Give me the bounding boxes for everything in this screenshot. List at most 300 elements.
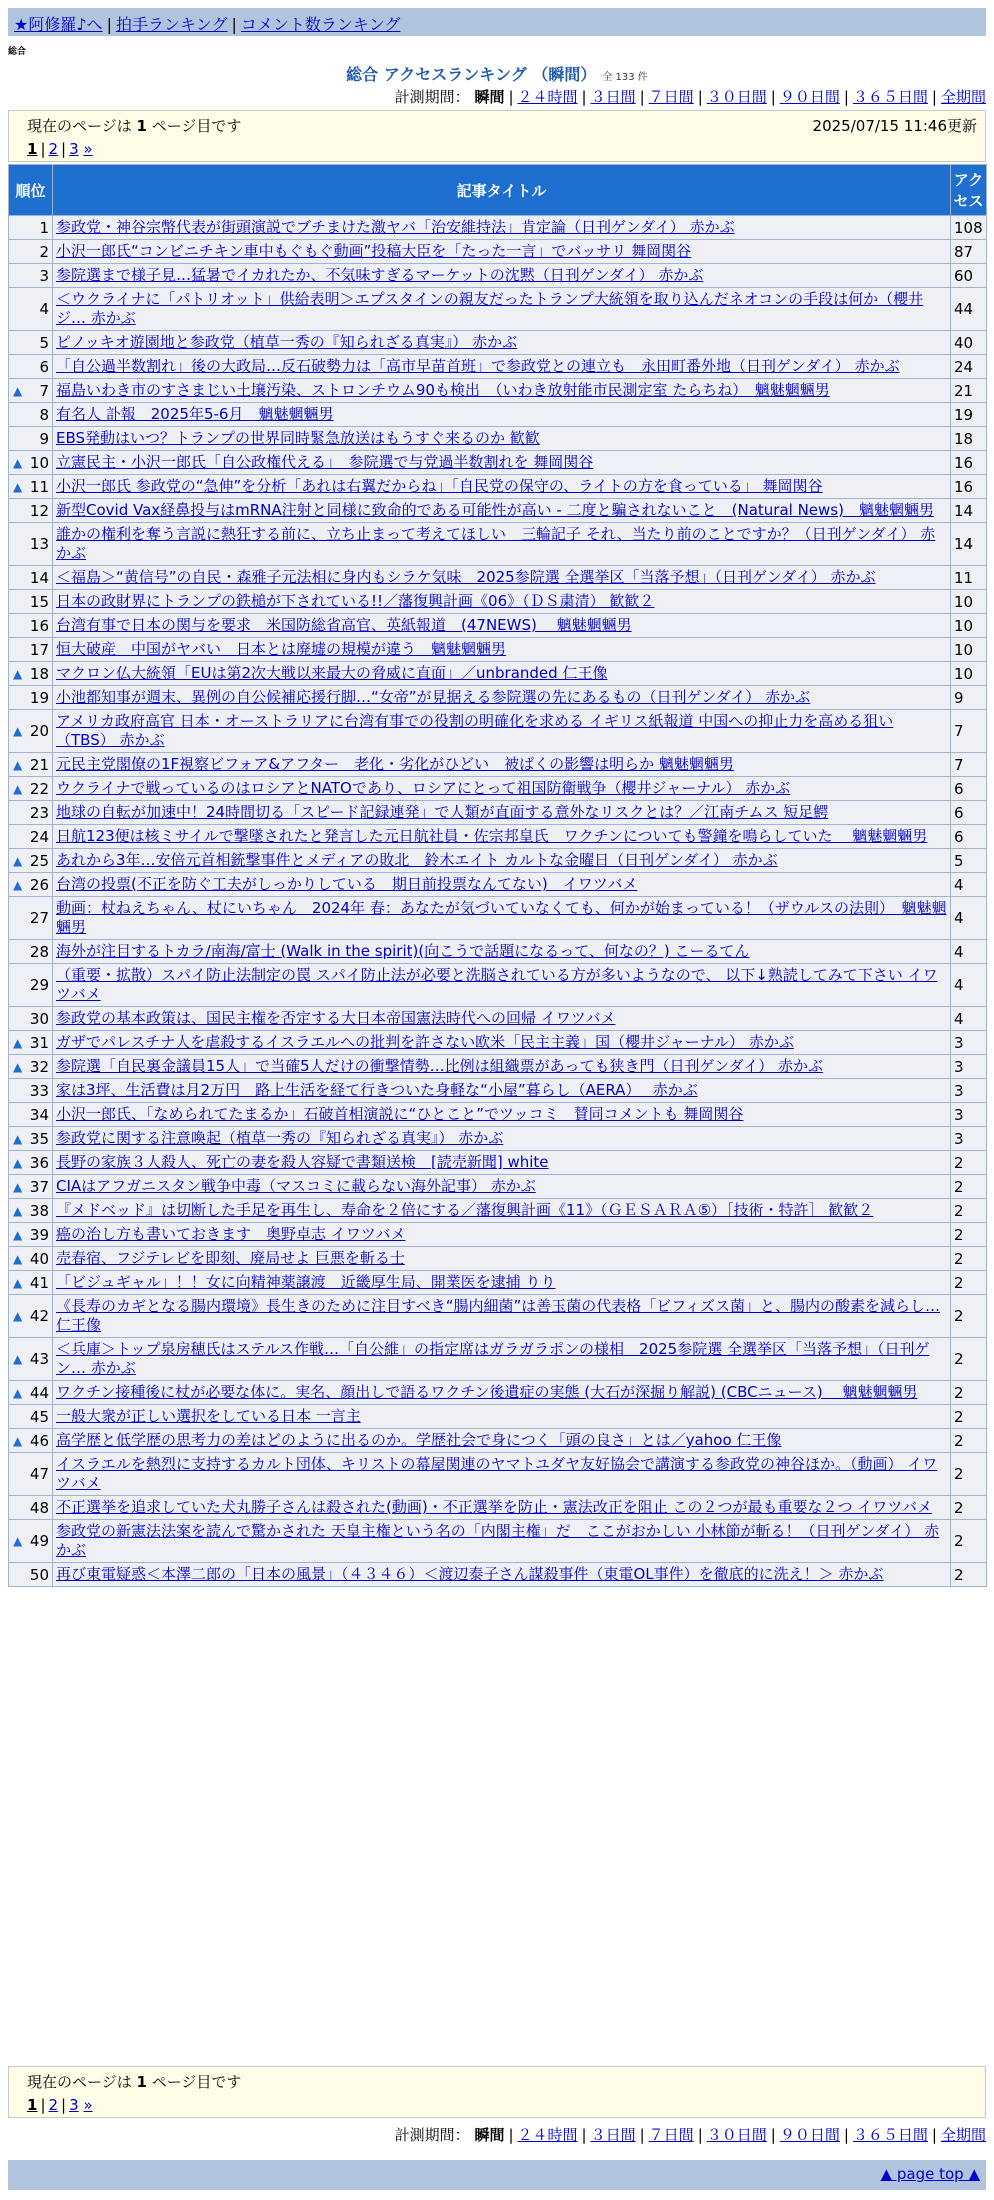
access-count: 11	[951, 566, 987, 590]
pagination-bottom: 1 | 2 | 3 »	[27, 2096, 93, 2114]
title-cell	[53, 1127, 951, 1151]
rank-cell	[9, 499, 53, 523]
title-cell	[53, 753, 951, 777]
rank-number: 11	[29, 477, 49, 496]
rank-up-arrow-icon: ▲	[13, 781, 23, 796]
table-row	[9, 1520, 987, 1563]
table-row	[9, 753, 987, 777]
table-row	[9, 940, 987, 964]
article-link[interactable]: ウクライナで戦っているのはロシアとNATOであり、ロシアにとって祖国防衛戦争（櫻井ジャーナル） 赤かぶ	[56, 779, 791, 797]
article-link[interactable]: 台湾の投票(不正を防ぐ工夫がしっかりしている 期日前投票なんてない) イワツバメ	[56, 875, 638, 893]
rank-up-arrow-icon: ▲	[13, 666, 23, 681]
article-link[interactable]: 日航123便は核ミサイルで撃墜されたと発言した元日航社員・佐宗邦皇氏 ワクチンについても警鐘を鳴らしていた 魑魅魍魎男	[56, 827, 928, 845]
article-link[interactable]: 立憲民主・小沢一郎氏「自公政権代える」 参院選で与党過半数割れを 舞岡関谷	[56, 453, 594, 471]
title-cell	[53, 1520, 951, 1563]
article-link[interactable]: ＜兵庫＞トップ泉房穂氏はステルス作戦…「自公維」の指定席はガラガラポンの様相 2025参院選 全選挙区「当落予想」（日刊ゲン… 赤かぶ	[56, 1340, 930, 1377]
period-current: 瞬間	[474, 88, 505, 106]
table-row	[9, 1429, 987, 1453]
period-link-all[interactable]: 全期間	[940, 2126, 986, 2144]
rank-cell	[9, 403, 53, 427]
access-count: 10	[951, 662, 987, 686]
article-link[interactable]: 家は3坪、生活費は月2万円 路上生活を経て行きついた身軽な“小屋”暮らし（AERA） 赤かぶ	[56, 1081, 698, 1099]
article-link[interactable]: ガザでパレスチナ人を虐殺するイスラエルへの批判を許さない欧米「民主主義」国（櫻井ジャーナル） 赤かぶ	[56, 1033, 794, 1051]
rank-cell	[9, 1055, 53, 1079]
article-link[interactable]: 長野の家族３人殺人、死亡の妻を殺人容疑で書類送検 [読売新聞] white	[56, 1153, 549, 1171]
table-row	[9, 590, 987, 614]
rank-number: 21	[29, 755, 49, 774]
article-link[interactable]: 誰かの権利を奪う言説に熱狂する前に、立ち止まって考えてほしい 三輪記子 それ、当たり前のことですか？（日刊ゲンダイ） 赤かぶ	[56, 525, 936, 562]
article-link[interactable]: ワクチン接種後に杖が必要な体に。実名、顔出しで語るワクチン後遺症の実態 (大石が深掘り解説) (CBCニュース) 魑魅魍魎男	[56, 1383, 918, 1401]
table-header	[9, 165, 987, 216]
title-cell	[53, 614, 951, 638]
rank-number: 4	[39, 300, 49, 318]
rank-number: 43	[29, 1350, 49, 1368]
article-link[interactable]: （重要・拡散）スパイ防止法制定の罠 スパイ防止法が必要と洗脳されている方が多いようなので、 以下↓熟読してみて下さい イワツバメ	[56, 966, 938, 1003]
rank-up-arrow-icon: ▲	[13, 1534, 23, 1548]
period-link-24h[interactable]: ２４時間	[517, 2126, 578, 2144]
article-link[interactable]: 高学歴と低学歴の思考力の差はどのように出るのか。学歴社会で身につく「頭の良さ」とは／yahoo 仁王像	[56, 1431, 782, 1449]
table-row	[9, 1031, 987, 1055]
table-row	[9, 427, 987, 451]
rank-number: 32	[29, 1057, 49, 1076]
article-link[interactable]: 元民主党閣僚の1F視察ビフォア&アフター 老化・劣化がひどい 被ばくの影響は明らか 魑魅魍魎男	[56, 755, 734, 773]
article-link[interactable]: 売春宿、フジテレビを即刻、廃局せよ 巨悪を斬る士	[56, 1249, 405, 1267]
article-link[interactable]: 不正選挙を追求していた犬丸勝子さんは殺された(動画)・不正選挙を防止・憲法改正を阻止 この２つが最も重要な２つ イワツバメ	[56, 1498, 932, 1516]
table-row	[9, 1338, 987, 1381]
header-rank: 順位	[9, 165, 53, 216]
access-count: 108	[951, 216, 987, 240]
rank-number: 10	[29, 453, 49, 472]
table-row	[9, 566, 987, 590]
article-link[interactable]: 参政党・神谷宗幣代表が街頭演説でブチまけた激ヤバ「治安維持法」肯定論（日刊ゲンダイ） 赤かぶ	[56, 218, 735, 236]
table-row	[9, 873, 987, 897]
title-cell	[53, 590, 951, 614]
rank-cell	[9, 451, 53, 475]
rank-cell	[9, 1223, 53, 1247]
page-link-3[interactable]: 3	[69, 2096, 79, 2114]
access-count: 7	[951, 753, 987, 777]
rank-number: 46	[29, 1431, 49, 1450]
article-link[interactable]: ピノッキオ遊園地と参政党（植草一秀の『知られざる真実』） 赤かぶ	[56, 333, 518, 351]
rank-cell	[9, 801, 53, 825]
access-count: 4	[951, 1007, 987, 1031]
table-row	[9, 523, 987, 566]
access-count: 16	[951, 475, 987, 499]
rank-number: 2	[39, 242, 49, 261]
title-cell	[53, 1247, 951, 1271]
section-label: 総合	[8, 47, 27, 57]
access-count: 4	[951, 940, 987, 964]
article-link[interactable]: あれから3年…安倍元首相銃撃事件とメディアの敗北 鈴木エイト カルトな金曜日（日刊ゲンダイ） 赤かぶ	[56, 851, 778, 869]
period-selector-bottom: 計測期間： 瞬間 | ２４時間 | ３日間 | ７日間 | ３０日間 | ９０日間 | ３６５日間 | 全期間	[394, 2126, 986, 2144]
rank-cell	[9, 216, 53, 240]
nav-separator: |	[231, 15, 237, 34]
title-cell	[53, 777, 951, 801]
table-row	[9, 1223, 987, 1247]
article-link[interactable]: 新型Covid Vax経鼻投与はmRNA注射と同様に致命的である可能性が高い - 二度と騙されないこと (Natural News) 魑魅魍魎男	[56, 501, 934, 519]
access-count: 2	[951, 1295, 987, 1338]
title-cell	[53, 451, 951, 475]
rank-number: 36	[29, 1153, 49, 1172]
period-link-24h[interactable]: ２４時間	[517, 88, 578, 106]
table-row	[9, 1151, 987, 1175]
access-count: 14	[951, 499, 987, 523]
page-info-top	[8, 110, 986, 162]
article-link[interactable]: 福島いわき市のすさまじい土壌汚染、ストロンチウム90も検出 （いわき放射能市民測定室 たらちね） 魑魅魍魎男	[56, 381, 830, 399]
title-cell	[53, 873, 951, 897]
title-cell	[53, 1381, 951, 1405]
total-count: 全 133 件	[602, 72, 648, 83]
rank-up-arrow-icon: ▲	[13, 383, 23, 398]
rank-up-arrow-icon: ▲	[13, 1433, 23, 1448]
rank-number: 49	[29, 1532, 49, 1550]
rank-number: 13	[29, 535, 49, 553]
access-count: 6	[951, 777, 987, 801]
current-page-text-bottom: 現在のページは 1 ページ目です	[27, 2073, 242, 2091]
rank-number: 37	[29, 1177, 49, 1196]
title-cell	[53, 499, 951, 523]
title-cell	[53, 1453, 951, 1496]
period-link-3d[interactable]: ３日間	[590, 88, 636, 106]
table-row	[9, 379, 987, 403]
rank-number: 17	[29, 640, 49, 659]
table-row	[9, 638, 987, 662]
table-row	[9, 801, 987, 825]
rank-number: 20	[29, 722, 49, 740]
title-cell	[53, 638, 951, 662]
title-cell	[53, 427, 951, 451]
table-row	[9, 240, 987, 264]
article-link[interactable]: 動画：杖ねえちゃん、杖にいちゃん 2024年 春：あなたが気づいていなくても、何かが始まっている！（ザウルスの法則） 魑魅魍魎男	[56, 899, 947, 936]
table-row	[9, 216, 987, 240]
page-next-link[interactable]: »	[83, 140, 93, 158]
rank-number: 28	[29, 942, 49, 961]
access-count: 21	[951, 379, 987, 403]
rank-number: 9	[39, 429, 49, 448]
rank-number: 23	[29, 803, 49, 822]
access-count: 5	[951, 849, 987, 873]
period-label: 計測期間：	[394, 2126, 470, 2144]
rank-up-arrow-icon: ▲	[13, 1227, 23, 1242]
access-count: 44	[951, 288, 987, 331]
period-link-3d[interactable]: ３日間	[590, 2126, 636, 2144]
access-count: 16	[951, 451, 987, 475]
table-row	[9, 777, 987, 801]
article-link[interactable]: 参政党に関する注意喚起（植草一秀の『知られざる真実』） 赤かぶ	[56, 1129, 504, 1147]
access-count: 9	[951, 686, 987, 710]
rank-number: 31	[29, 1033, 49, 1052]
rank-cell	[9, 873, 53, 897]
rank-cell	[9, 379, 53, 403]
period-link-365d[interactable]: ３６５日間	[852, 2126, 928, 2144]
rank-cell	[9, 1405, 53, 1429]
access-count: 3	[951, 1079, 987, 1103]
title-cell	[53, 1429, 951, 1453]
rank-number: 7	[39, 381, 49, 400]
page-next-link[interactable]: »	[83, 2096, 93, 2114]
article-link[interactable]: 台湾有事で日本の関与を要求 米国防総省高官、英紙報道 (47NEWS) 魑魅魍魎男	[56, 616, 632, 634]
rank-up-arrow-icon: ▲	[13, 877, 23, 892]
access-count: 10	[951, 614, 987, 638]
table-row	[9, 499, 987, 523]
rank-number: 1	[39, 218, 49, 237]
rank-up-arrow-icon: ▲	[13, 1275, 23, 1290]
updated-timestamp: 2025/07/15 11:46更新	[812, 117, 977, 135]
article-link[interactable]: 参院選まで様子見…猛暑でイカれたか、不気味すぎるマーケットの沈黙（日刊ゲンダイ） 赤かぶ	[56, 266, 704, 284]
article-link[interactable]: ＜ウクライナに「パトリオット」供給表明＞エプスタインの親友だったトランプ大統領を取り込んだネオコンの手段は何か（櫻井ジ… 赤かぶ	[56, 290, 924, 327]
nav-link-ashura[interactable]: ★阿修羅♪へ	[14, 15, 103, 34]
article-link[interactable]: 小沢一郎氏“コンビニチキン車中もぐもぐ動画”投稿大臣を「たった一言」でバッサリ 舞岡関谷	[56, 242, 692, 260]
rank-cell	[9, 614, 53, 638]
title-cell	[53, 1271, 951, 1295]
article-link[interactable]: 小池都知事が週末、異例の自公候補応援行脚…“女帝”が見据える参院選の先にあるもの（日刊ゲンダイ） 赤かぶ	[56, 688, 811, 706]
period-label: 計測期間：	[394, 88, 470, 106]
article-link[interactable]: 参院選「自民裏金議員15人」で当確5人だけの衝撃情勢…比例は組織票があっても狭き門（日刊ゲンダイ） 赤かぶ	[56, 1057, 824, 1075]
page-title	[0, 62, 994, 85]
table-row	[9, 1007, 987, 1031]
title-cell	[53, 1199, 951, 1223]
rank-cell	[9, 777, 53, 801]
article-link[interactable]: 癌の治し方も書いておきます 奥野卓志 イワツバメ	[56, 1225, 406, 1243]
rank-up-arrow-icon: ▲	[13, 853, 23, 868]
rank-number: 47	[29, 1465, 49, 1483]
title-cell	[53, 1007, 951, 1031]
access-count: 2	[951, 1429, 987, 1453]
rank-number: 6	[39, 357, 49, 376]
rank-cell	[9, 662, 53, 686]
title-cell	[53, 897, 951, 940]
rank-number: 41	[29, 1273, 49, 1292]
article-link[interactable]: アメリカ政府高官 日本・オーストラリアに台湾有事での役割の明確化を求める イギリス紙報道 中国への抑止力を高める狙い（TBS） 赤かぶ	[56, 712, 894, 749]
access-count: 19	[951, 403, 987, 427]
rank-number: 30	[29, 1009, 49, 1028]
article-link[interactable]: 海外が注目するトカラ/南海/富士 (Walk in the spirit)(向こうで話題になるって、何なの？) こーるてん	[56, 942, 750, 960]
rank-number: 5	[39, 333, 49, 352]
rank-cell	[9, 1271, 53, 1295]
title-cell	[53, 288, 951, 331]
page-info-bottom	[8, 2066, 986, 2118]
article-link[interactable]: 参政党の新憲法法案を読んで驚かされた 天皇主権という名の「内閣主権」だ ここがおかしい 小林節が斬る！（日刊ゲンダイ） 赤かぶ	[56, 1522, 940, 1559]
table-row	[9, 1563, 987, 1587]
table-row	[9, 355, 987, 379]
title-cell	[53, 403, 951, 427]
top-nav	[8, 8, 986, 36]
rank-number: 29	[29, 976, 49, 994]
article-link[interactable]: イスラエルを熱烈に支持するカルト団体、キリストの幕屋関連のヤマトユダヤ友好協会で講演する参政党の神谷ほか。（動画） イワツバメ	[56, 1455, 938, 1492]
access-count: 2	[951, 1175, 987, 1199]
title-cell	[53, 1563, 951, 1587]
rank-number: 27	[29, 909, 49, 927]
period-link-30d[interactable]: ３０日間	[706, 2126, 767, 2144]
article-link[interactable]: マクロン仏大統領「EUは第2次大戦以来最大の脅威に直面」／unbranded 仁王像	[56, 664, 608, 682]
rank-cell	[9, 523, 53, 566]
rank-cell	[9, 475, 53, 499]
title-cell	[53, 940, 951, 964]
rank-cell	[9, 1496, 53, 1520]
nav-separator: |	[106, 15, 112, 34]
access-count: 2	[951, 1199, 987, 1223]
rank-number: 33	[29, 1081, 49, 1100]
footer-bar	[8, 2160, 986, 2190]
rank-cell	[9, 264, 53, 288]
rank-cell	[9, 1103, 53, 1127]
access-count: 2	[951, 1223, 987, 1247]
rank-up-arrow-icon: ▲	[13, 1131, 23, 1146]
access-count: 2	[951, 1520, 987, 1563]
rank-cell	[9, 566, 53, 590]
rank-number: 3	[39, 266, 49, 285]
rank-up-arrow-icon: ▲	[13, 1309, 23, 1323]
page-link-2[interactable]: 2	[48, 140, 59, 158]
rank-number: 44	[29, 1383, 49, 1402]
rank-cell	[9, 240, 53, 264]
access-count: 2	[951, 1496, 987, 1520]
table-row	[9, 964, 987, 1007]
nav-link-comment-ranking[interactable]: コメント数ランキング	[240, 15, 401, 34]
access-count: 2	[951, 1405, 987, 1429]
ranking-table	[8, 164, 987, 1587]
rank-cell	[9, 638, 53, 662]
title-cell	[53, 801, 951, 825]
rank-number: 25	[29, 851, 49, 870]
article-link[interactable]: 『メドベッド』は切断した手足を再生し、寿命を２倍にする／藩復興計画《11》（ＧＥＳＡＲＡ⑤）［技術・特許］ 歓歓２	[56, 1201, 874, 1219]
article-link[interactable]: 一般大衆が正しい選択をしている日本 一言主	[56, 1407, 361, 1425]
page-current: 1	[27, 140, 38, 158]
rank-up-arrow-icon: ▲	[13, 1179, 23, 1194]
table-row	[9, 1496, 987, 1520]
title-cell	[53, 240, 951, 264]
access-count: 3	[951, 1031, 987, 1055]
title-cell	[53, 710, 951, 753]
rank-cell	[9, 897, 53, 940]
rank-cell	[9, 710, 53, 753]
table-row	[9, 849, 987, 873]
rank-up-arrow-icon: ▲	[13, 1352, 23, 1366]
rank-number: 45	[29, 1407, 49, 1426]
rank-number: 26	[29, 875, 49, 894]
period-link-365d[interactable]: ３６５日間	[852, 88, 928, 106]
rank-cell	[9, 1520, 53, 1563]
rank-number: 8	[39, 405, 49, 424]
title-cell	[53, 264, 951, 288]
article-link[interactable]: 再び東電疑惑＜本澤二郎の「日本の風景」（４３４６）＜渡辺泰子さん謀殺事件（東電OL事件）を徹底的に洗え！＞ 赤かぶ	[56, 1565, 884, 1583]
title-cell	[53, 379, 951, 403]
rank-cell	[9, 1381, 53, 1405]
period-link-all[interactable]: 全期間	[940, 88, 986, 106]
article-link[interactable]: 小沢一郎氏、「なめられてたまるか」石破首相演説に“ひとこと”でツッコミ 賛同コメントも 舞岡関谷	[56, 1105, 744, 1123]
rank-number: 34	[29, 1105, 49, 1124]
rank-cell	[9, 1429, 53, 1453]
article-link[interactable]: 有名人 訃報 2025年5-6月 魑魅魍魎男	[56, 405, 334, 423]
article-link[interactable]: 小沢一郎氏 参政党の“急伸”を分析「あれは右翼だからね」「自民党の保守の、ライトの方を食っている」 舞岡関谷	[56, 477, 823, 495]
rank-up-arrow-icon: ▲	[13, 757, 23, 772]
page-link-2[interactable]: 2	[48, 2096, 59, 2114]
access-count: 10	[951, 638, 987, 662]
title-cell	[53, 1055, 951, 1079]
table-row	[9, 710, 987, 753]
period-link-90d[interactable]: ９０日間	[779, 88, 840, 106]
rank-number: 15	[29, 592, 49, 611]
title-cell	[53, 849, 951, 873]
period-link-30d[interactable]: ３０日間	[706, 88, 767, 106]
page-link-3[interactable]: 3	[69, 140, 79, 158]
pagination-top: 1 | 2 | 3 »	[27, 140, 93, 158]
article-link[interactable]: EBS発動はいつ？トランプの世界同時緊急放送はもうすぐ来るのか 歓歓	[56, 429, 540, 447]
rank-cell	[9, 427, 53, 451]
period-link-7d[interactable]: ７日間	[648, 2126, 694, 2144]
table-row	[9, 288, 987, 331]
rank-up-arrow-icon: ▲	[13, 1035, 23, 1050]
period-link-90d[interactable]: ９０日間	[779, 2126, 840, 2144]
article-link[interactable]: 地球の自転が加速中！24時間切る「スピード記録連発」で人類が直面する意外なリスクとは？／江南チムス 短足鰐	[56, 803, 829, 821]
title-cell	[53, 964, 951, 1007]
rank-up-arrow-icon: ▲	[13, 724, 23, 738]
title-cell	[53, 355, 951, 379]
rank-number: 50	[29, 1565, 49, 1584]
page-top-link[interactable]: ▲ page top ▲	[880, 2165, 980, 2183]
table-row	[9, 1381, 987, 1405]
title-cell	[53, 1295, 951, 1338]
rank-number: 35	[29, 1129, 49, 1148]
article-link[interactable]: ＜福島＞“黄信号”の自民・森雅子元法相に身内もシラケ気味 2025参院選 全選挙区「当落予想」（日刊ゲンダイ） 赤かぶ	[56, 568, 876, 586]
article-link[interactable]: 「自公過半数割れ」後の大政局…反石破勢力は「高市早苗首班」で参政党との連立も 永田町番外地（日刊ゲンダイ） 赤かぶ	[56, 357, 900, 375]
access-count: 6	[951, 825, 987, 849]
access-count: 2	[951, 1338, 987, 1381]
ranking-title: 総合 アクセスランキング （瞬間）	[346, 65, 597, 84]
access-count: 2	[951, 1151, 987, 1175]
access-count: 2	[951, 1271, 987, 1295]
period-current: 瞬間	[474, 2126, 505, 2144]
rank-cell	[9, 1151, 53, 1175]
rank-number: 12	[29, 501, 49, 520]
table-row	[9, 1405, 987, 1429]
rank-cell	[9, 1338, 53, 1381]
rank-number: 24	[29, 827, 49, 846]
title-cell	[53, 1405, 951, 1429]
nav-link-applause-ranking[interactable]: 拍手ランキング	[115, 15, 228, 34]
access-count: 87	[951, 240, 987, 264]
table-row	[9, 662, 987, 686]
access-count: 24	[951, 355, 987, 379]
article-link[interactable]: 恒大破産 中国がヤバい 日本とは廃墟の規模が違う 魑魅魍魎男	[56, 640, 507, 658]
article-link[interactable]: 参政党の基本政策は、国民主権を否定する大日本帝国憲法時代への回帰 イワツバメ	[56, 1009, 616, 1027]
article-link[interactable]: 《長寿のカギとなる腸内環境》長生きのために注目すべき“腸内細菌”は善玉菌の代表格「ビフィズス菌」と、腸内の酸素を減らし… 仁王像	[56, 1297, 941, 1334]
title-cell	[53, 825, 951, 849]
table-row	[9, 1271, 987, 1295]
table-row	[9, 475, 987, 499]
rank-up-arrow-icon: ▲	[13, 1203, 23, 1218]
rank-number: 19	[29, 688, 49, 707]
access-count: 2	[951, 1563, 987, 1587]
access-count: 18	[951, 427, 987, 451]
article-link[interactable]: 日本の政財界にトランプの鉄槌が下されている!!／藩復興計画《06》（ＤＳ粛清） 歓歓２	[56, 592, 655, 610]
table-row	[9, 331, 987, 355]
period-selector-top: 計測期間： 瞬間 | ２４時間 | ３日間 | ７日間 | ３０日間 | ９０日間 | ３６５日間 | 全期間	[394, 88, 986, 106]
title-cell	[53, 331, 951, 355]
rank-number: 39	[29, 1225, 49, 1244]
title-cell	[53, 1338, 951, 1381]
rank-cell	[9, 1247, 53, 1271]
article-link[interactable]: CIAはアフガニスタン戦争中毒（マスコミに載らない海外記事） 赤かぶ	[56, 1177, 536, 1195]
page-current: 1	[27, 2096, 38, 2114]
access-count: 14	[951, 523, 987, 566]
article-link[interactable]: 「ビジュギャル」！！女に向精神薬譲渡 近畿厚生局、開業医を逮捕 りり	[56, 1273, 556, 1291]
rank-cell	[9, 1031, 53, 1055]
period-link-7d[interactable]: ７日間	[648, 88, 694, 106]
access-count: 4	[951, 873, 987, 897]
table-row	[9, 686, 987, 710]
table-row	[9, 1295, 987, 1338]
